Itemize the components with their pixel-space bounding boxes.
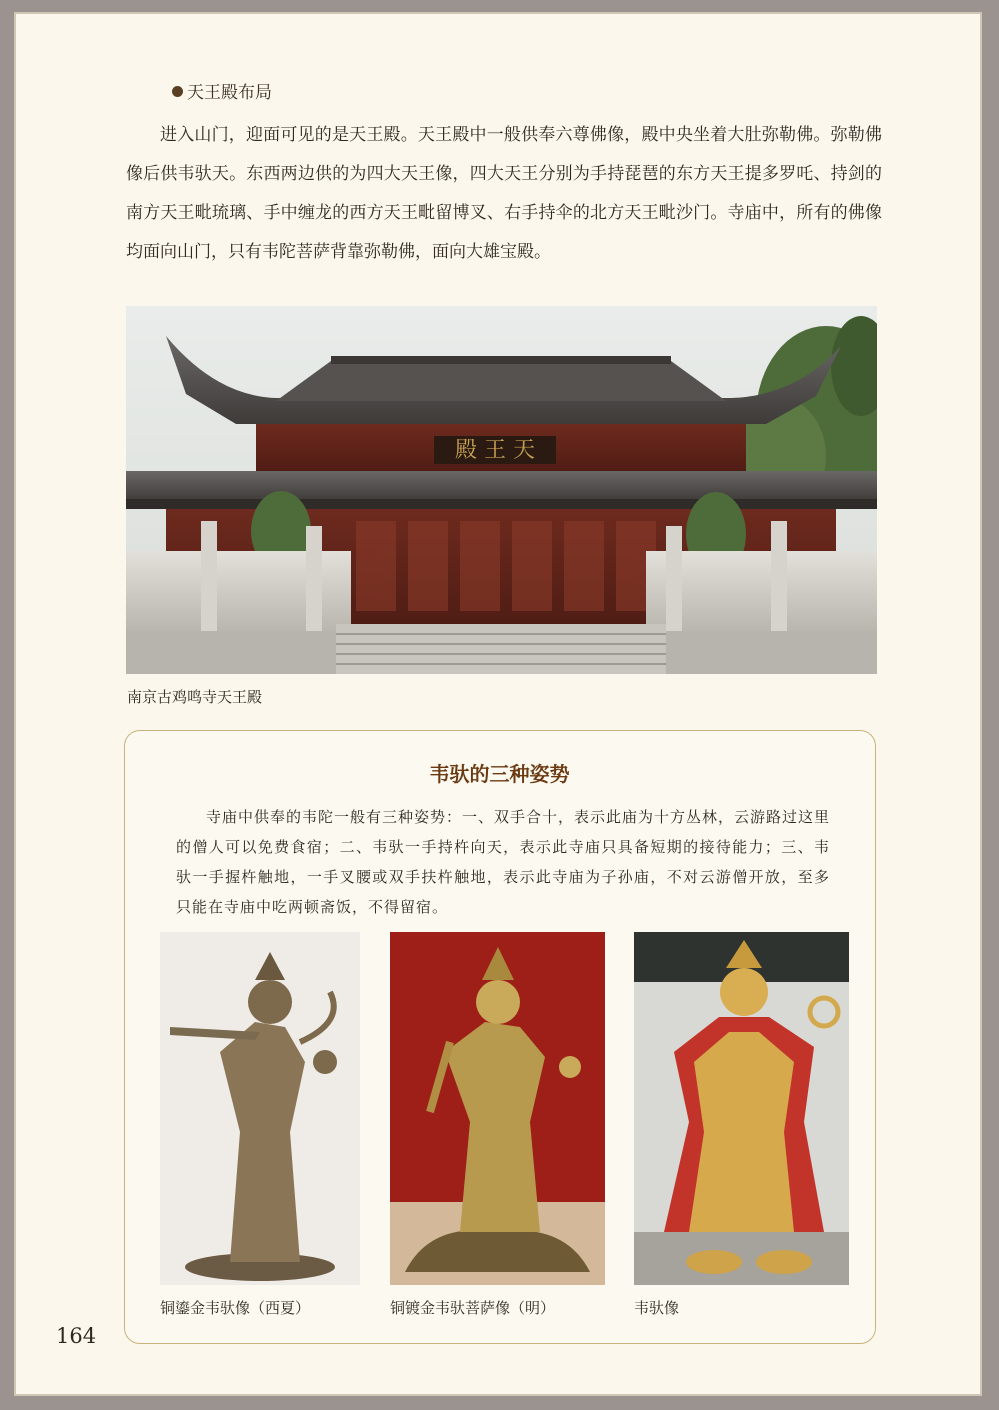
figure-1-caption: 铜鎏金韦驮像（西夏） (160, 1299, 311, 1317)
section-heading (172, 78, 272, 103)
statue-illustration-1 (160, 932, 360, 1285)
intro-paragraph: 进入山门，迎面可见的是天王殿。天王殿中一般供奉六尊佛像，殿中央坐着大肚弥勒佛。弥勒佛像后供韦驮天。东西两边供的为四大天王像，四大天王分别为手持琵琶的东方天王提多罗吒、持剑的南方天王毗琉璃、手中缠龙的西方天王毗留博叉、右手持伞的北方天王毗沙门。寺庙中，所有的佛像均面向山门，只有韦陀菩萨背靠弥勒佛，面向大雄宝殿。 (126, 125, 882, 262)
main-photo-caption: 南京古鸡鸣寺天王殿 (127, 688, 263, 706)
plaque-text: 殿 王 天 (455, 438, 535, 463)
statue-illustration-2 (390, 932, 605, 1285)
statue-illustration-3 (634, 932, 849, 1285)
sidebar-text: 寺庙中供奉的韦陀一般有三种姿势：一、双手合十，表示此庙为十方丛林，云游路过这里的僧人可以免费食宿；二、韦驮一手持杵向天，表示此寺庙只具备短期的接待能力；三、韦驮一手握杵触地，一手叉腰或双手扶杵触地，表示此寺庙为子孙庙，不对云游僧开放，至多只能在寺庙中吃两顿斋饭，不得留宿。 (176, 808, 831, 916)
temple-hall-illustration (126, 306, 877, 674)
sidebar-title: 韦驮的三种姿势 (429, 762, 570, 786)
statue-photo-2 (390, 932, 605, 1285)
bullet-icon (172, 86, 183, 97)
temple-hall-photo (126, 306, 877, 674)
figure-2-caption: 铜镀金韦驮菩萨像（明） (390, 1299, 556, 1317)
statue-photo-3 (634, 932, 849, 1285)
page-number: 164 (56, 1324, 97, 1348)
figure-3-caption: 韦驮像 (634, 1299, 680, 1317)
section-heading-text: 天王殿布局 (187, 83, 272, 103)
statue-photo-1 (160, 932, 360, 1285)
